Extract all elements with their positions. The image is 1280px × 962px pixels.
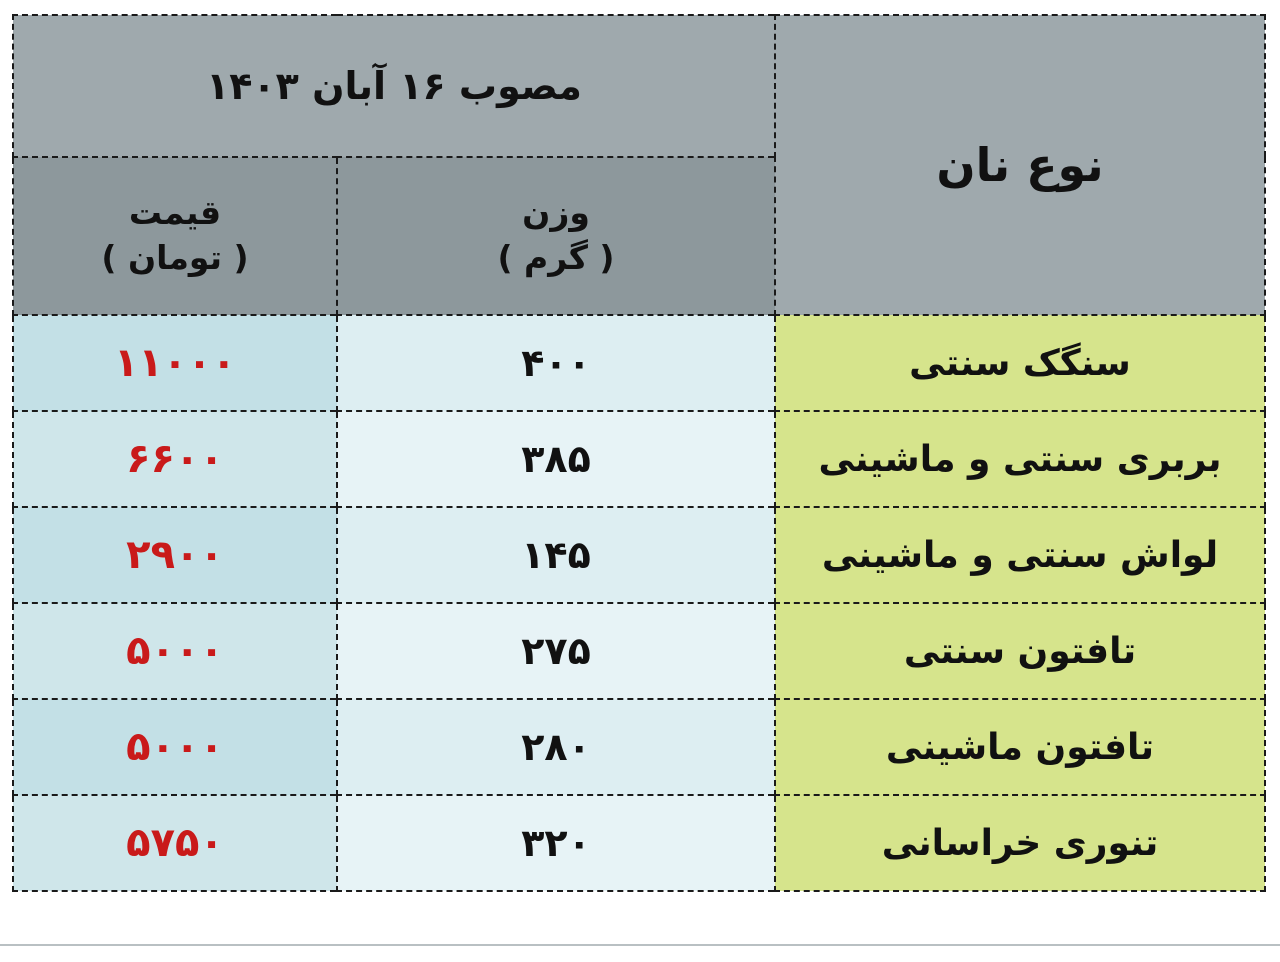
cell-price: ۲۹۰۰	[13, 507, 337, 603]
cell-weight: ۲۸۰	[337, 699, 775, 795]
header-weight-label: وزن	[522, 193, 590, 233]
cell-weight: ۳۲۰	[337, 795, 775, 891]
cell-bread-type: تنوری خراسانی	[775, 795, 1265, 891]
cell-weight: ۱۴۵	[337, 507, 775, 603]
bottom-divider	[0, 944, 1280, 946]
header-price	[13, 157, 337, 315]
cell-bread-type: لواش سنتی و ماشینی	[775, 507, 1265, 603]
header-price-label: قیمت	[128, 193, 222, 233]
cell-bread-type: سنگک سنتی	[775, 315, 1265, 411]
cell-weight: ۴۰۰	[337, 315, 775, 411]
cell-price: ۱۱۰۰۰	[13, 315, 337, 411]
cell-price: ۵۷۵۰	[13, 795, 337, 891]
cell-weight: ۳۸۵	[337, 411, 775, 507]
cell-bread-type: بربری سنتی و ماشینی	[775, 411, 1265, 507]
cell-weight: ۲۷۵	[337, 603, 775, 699]
bread-price-table	[12, 14, 1266, 892]
table-row	[13, 699, 1265, 795]
table-row	[13, 411, 1265, 507]
header-approval-date: مصوب ۱۶ آبان ۱۴۰۳	[13, 15, 775, 157]
header-weight-unit: ( گرم )	[497, 238, 615, 277]
table-row	[13, 603, 1265, 699]
table-header-row-top	[13, 15, 1265, 157]
header-bread-type: نوع نان	[775, 15, 1265, 315]
table-row	[13, 315, 1265, 411]
cell-bread-type: تافتون ماشینی	[775, 699, 1265, 795]
cell-price: ۶۶۰۰	[13, 411, 337, 507]
header-price-unit: ( تومان )	[101, 238, 249, 277]
cell-price: ۵۰۰۰	[13, 603, 337, 699]
table-row	[13, 507, 1265, 603]
table-row	[13, 795, 1265, 891]
cell-bread-type: تافتون سنتی	[775, 603, 1265, 699]
cell-price: ۵۰۰۰	[13, 699, 337, 795]
header-weight	[337, 157, 775, 315]
